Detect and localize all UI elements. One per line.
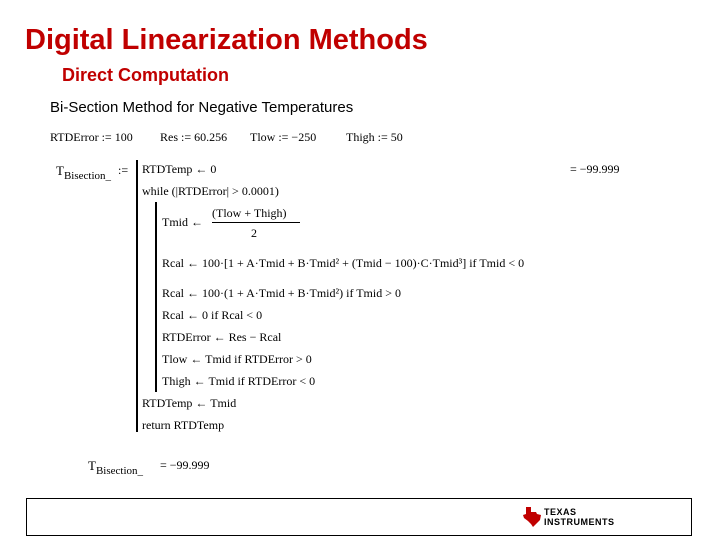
program-line-4: Rcal ← 100·[1 + A·Tmid + B·Tmid² + (Tmid − 100)·C·Tmid³] if Tmid < 0	[162, 256, 525, 270]
program-line-11: return RTDTemp	[142, 418, 225, 432]
def-thigh: Thigh := 50	[346, 130, 403, 144]
def-rtderror: RTDError := 100	[50, 130, 133, 144]
program-name: $T_{Bisection\_}$	[56, 163, 112, 182]
program-result: = −99.999	[570, 162, 620, 176]
logo-line-2: INSTRUMENTS	[544, 517, 615, 527]
fraction-bar	[212, 222, 300, 223]
program-line-5: Rcal ← 100·(1 + A·Tmid + B·Tmid²) if Tmid > 0	[162, 286, 401, 300]
program-line-3-denominator: 2	[251, 226, 257, 240]
program-line-6: Rcal ← 0 if Rcal < 0	[162, 308, 263, 322]
logo-line-1: TEXAS	[544, 507, 577, 517]
program-line-10: RTDTemp ← Tmid	[142, 396, 237, 410]
ti-logo	[522, 505, 614, 529]
ti-state-icon	[522, 506, 542, 528]
slide-title: Digital Linearization Methods	[25, 24, 428, 56]
final-name-subscript: Bisection_	[95, 465, 144, 477]
program-line-1: RTDTemp ← 0	[142, 162, 217, 176]
program-line-9: Thigh ← Tmid if RTDError < 0	[162, 374, 316, 388]
final-value: = −99.999	[160, 458, 210, 472]
slide-subtitle: Direct Computation	[62, 65, 230, 85]
final-name: $T_{Bisection\_}$	[88, 458, 144, 477]
program-assign: :=	[118, 163, 129, 177]
section-heading: Bi-Section Method for Negative Temperatures	[50, 99, 354, 116]
program-line-2: while (|RTDError| > 0.0001)	[142, 184, 279, 198]
program-bar-loop	[155, 202, 157, 392]
program-line-3-lhs: Tmid ←	[162, 215, 203, 229]
program-bar-outer	[136, 160, 138, 432]
program-line-8: Tlow ← Tmid if RTDError > 0	[162, 352, 312, 366]
def-tlow: Tlow := −250	[250, 130, 317, 144]
program-line-3-numerator: (Tlow + Thigh)	[212, 206, 287, 220]
program-name-subscript: Bisection_	[63, 170, 112, 182]
program-line-7: RTDError ← Res − Rcal	[162, 330, 282, 344]
def-res: Res := 60.256	[160, 130, 228, 144]
